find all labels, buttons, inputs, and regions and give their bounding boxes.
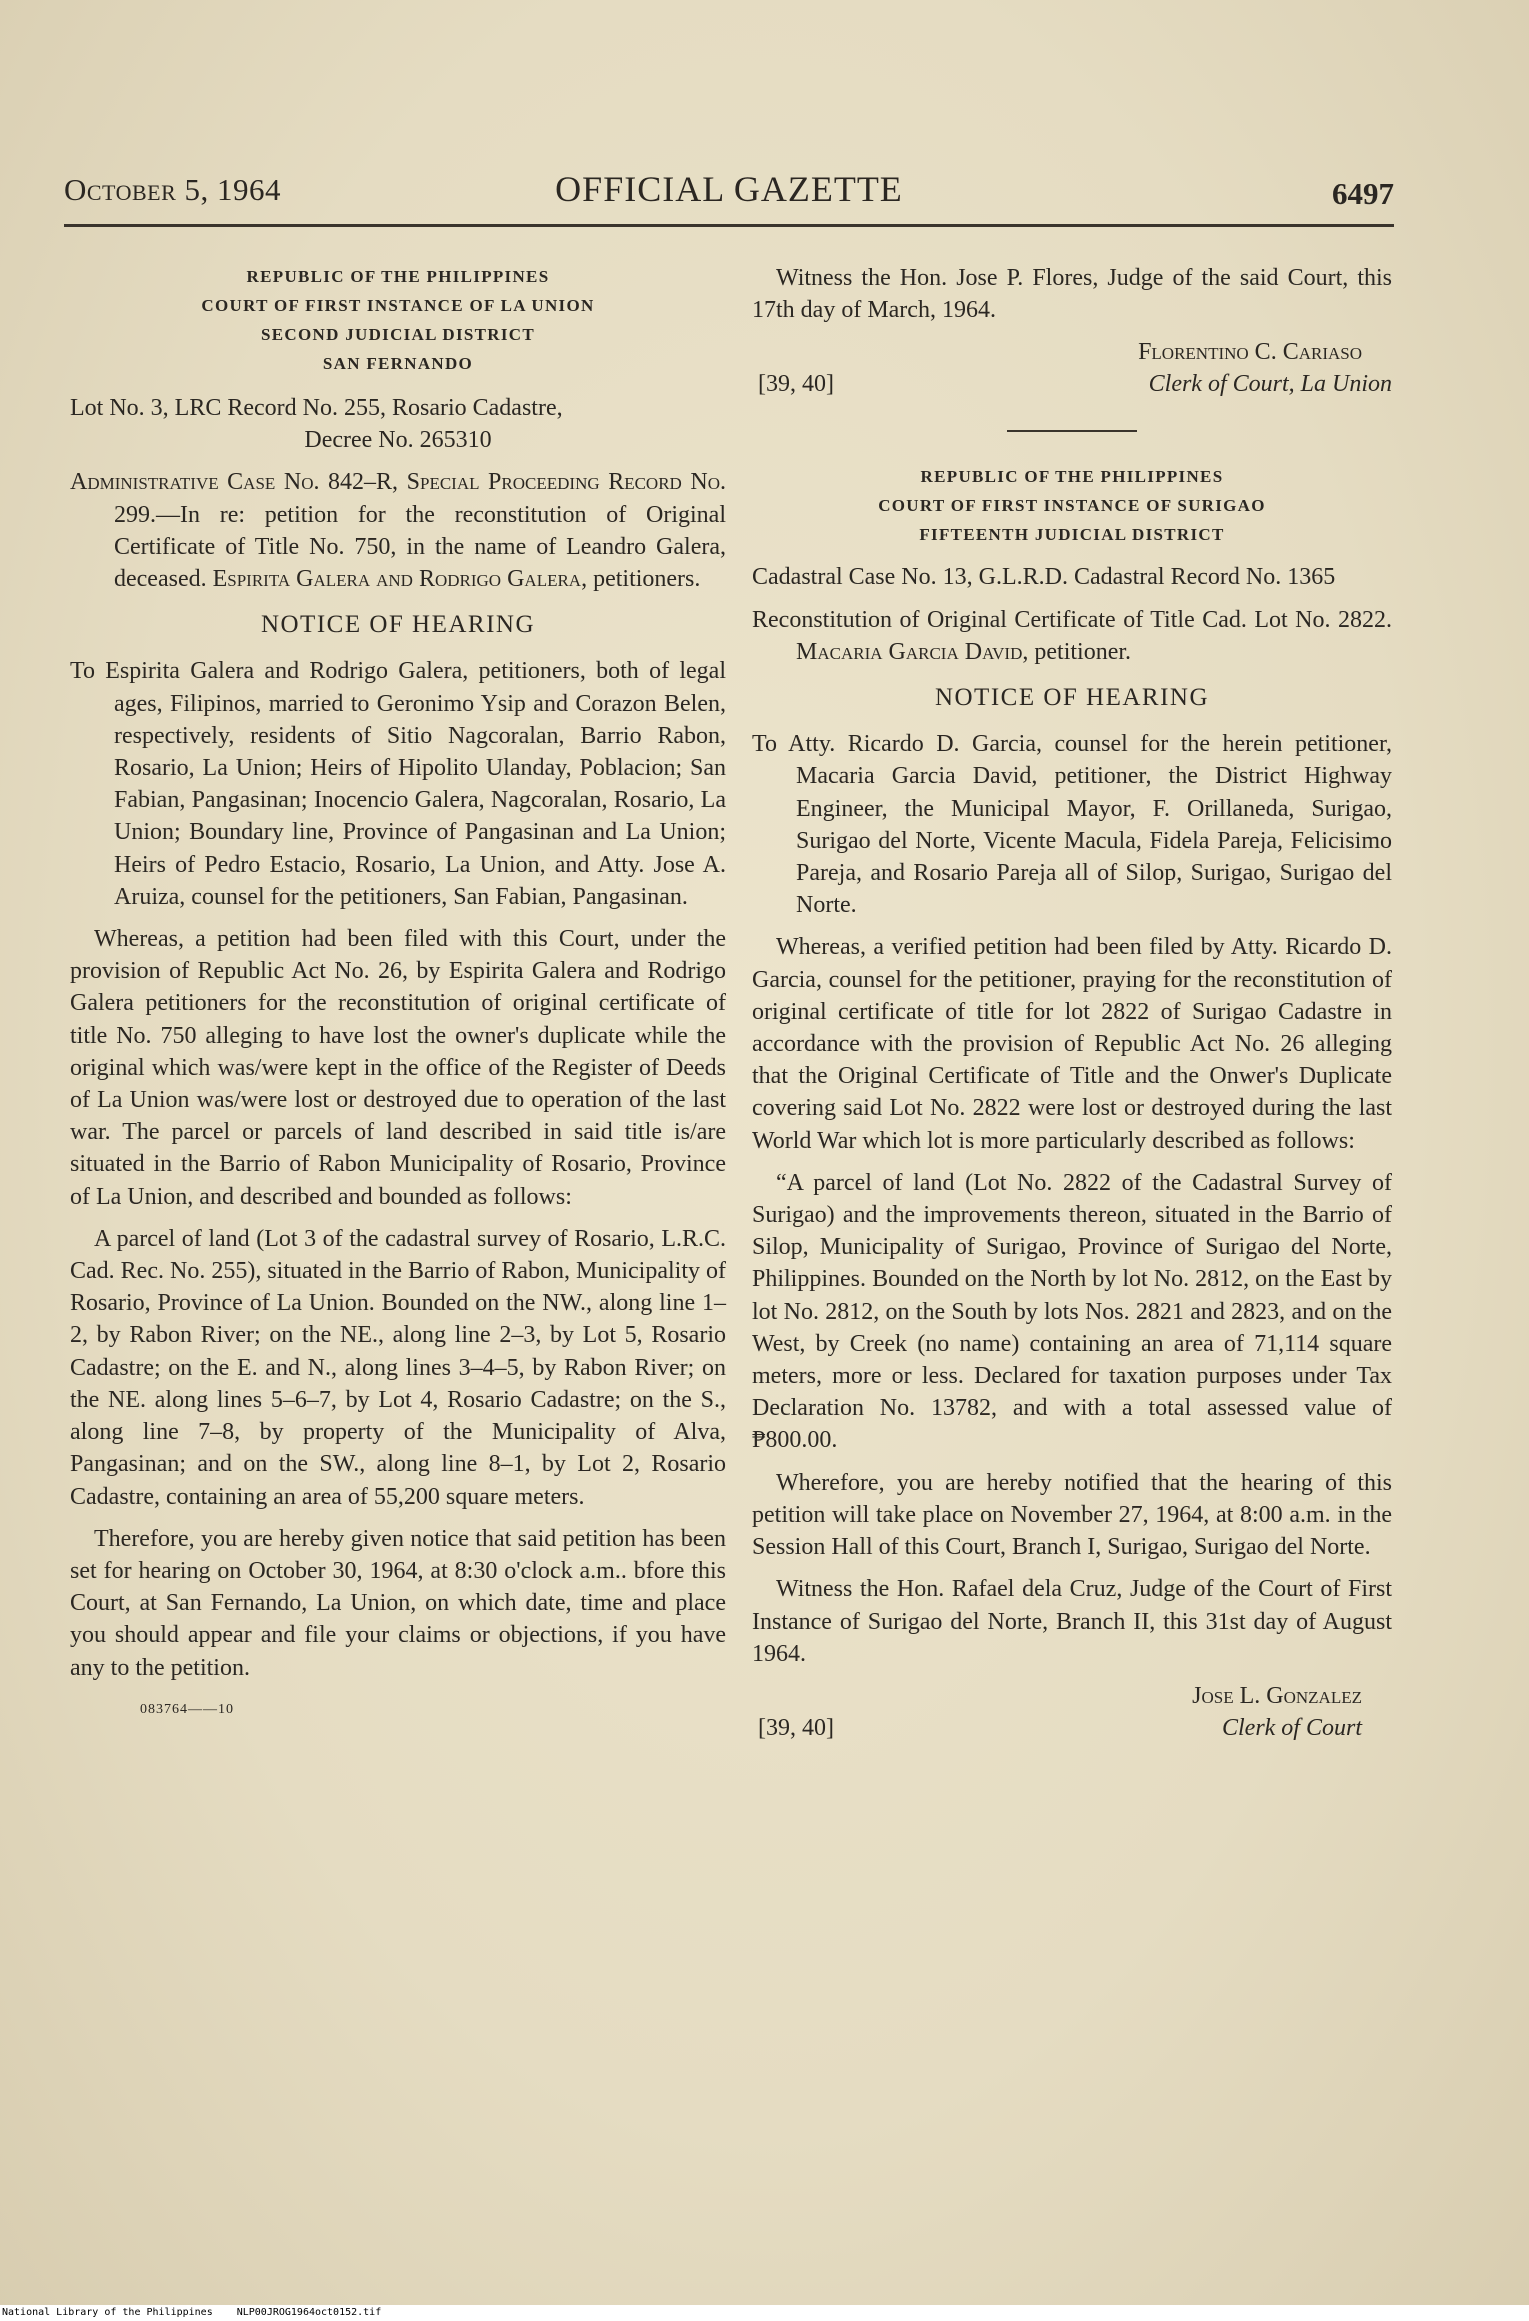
issue-reference: [39, 40] <box>758 1714 834 1741</box>
page-number: 6497 <box>1332 176 1394 211</box>
notice-heading: NOTICE OF HEARING <box>260 611 536 639</box>
issue-date: October 5, 1964 <box>64 172 282 207</box>
page-header <box>64 168 1394 228</box>
case-end: petitioners. <box>593 566 701 593</box>
caption-line: SECOND JUDICIAL DISTRICT <box>261 325 535 344</box>
reconstitution-end: petitioner. <box>1034 638 1132 665</box>
right-column <box>752 262 1392 1748</box>
caption-line: REPUBLIC OF THE PHILIPPINES <box>920 467 1224 487</box>
print-code: 083764——10 <box>140 1701 234 1717</box>
decree-line: Decree No. 265310 <box>304 427 492 454</box>
witness-paragraph: Witness the Hon. Jose P. Flores, Judge of the said Court, this 17th day of March, 1964. <box>752 265 1392 324</box>
signature-block <box>752 1680 1392 1748</box>
scan-filename: NLP00JROG1964oct0152.tif <box>236 2307 382 2318</box>
publication-title: OFFICIAL GAZETTE <box>555 169 903 209</box>
caption-line: SAN FERNANDO <box>322 354 474 373</box>
whereas-paragraph: Whereas, a verified petition had been filed by Atty. Ricardo D. Garcia, counsel for the petitioner, praying for the reconstitution of original certificate of title for lot 2822 of Surigao Cadastre in accordance with the provision of Republic Act No. 26 alleging that the Original Certificate of Title and the Onwer's Duplicate covering said Lot No. 2822 were lost or destroyed during the last World War which lot is more particularly described as follows: <box>752 934 1392 1154</box>
case-heading <box>70 466 726 595</box>
reconstitution-heading <box>752 604 1392 668</box>
lot-heading <box>70 392 726 456</box>
addressees: To Espirita Galera and Rodrigo Galera, petitioners, both of legal ages, Filipinos, married to Geronimo Ysip and Corazon Belen, respectively, residents of Sitio Nagcoralan, Barrio Rabon, Rosario, La Union; Heirs of Hipolito Ulanday, Poblacion; San Fabian, Pangasinan; Inocencio Galera, Nagcoralan, Rosario, La Union; Boundary line, Province of Pangasinan and La Union; Heirs of Pedro Estacio, Rosario, La Union, and Atty. Jose A. Aruiza, counsel for the petitioners, San Fabian, Pangasinan. <box>70 658 726 910</box>
header-rule <box>64 224 1394 227</box>
caption-line: COURT OF FIRST INSTANCE OF SURIGAO <box>878 496 1266 516</box>
cadastral-case: Cadastral Case No. 13, G.L.R.D. Cadastral Record No. 1365 <box>752 564 1336 591</box>
library-name: National Library of the Philippines <box>2 2307 213 2318</box>
notice-heading: NOTICE OF HEARING <box>934 684 1210 712</box>
caption-line: COURT OF FIRST INSTANCE OF LA UNION <box>201 296 595 315</box>
clerk-name: Jose L. Gonzalez <box>1192 1682 1362 1709</box>
reconstitution-text: Reconstitution of Original Certificate of Title Cad. Lot No. 2822. <box>752 606 1392 633</box>
land-description: A parcel of land (Lot 3 of the cadastral survey of Rosario, L.R.C. Cad. Rec. No. 255), situated in the Barrio of Rabon, Municipality of Rosario, Province of La Union. Bounded on the NW., along line 1–2, by Rabon River; on the NE., along line 2–3, by Lot 5, Rosario Cadastre; on the E. and N., along lines 3–4–5, by Rabon River; on the NE. along lines 5–6–7, by Lot 4, Rosario Cadastre; on the S., along line 7–8, by property of the Municipality of Alva, Pangasinan; and on the SW., along line 8–1, by Lot 2, Rosario Cadastre, containing an area of 55,200 square meters. <box>70 1225 726 1510</box>
scan-footer <box>0 2305 1529 2321</box>
case-number: Administrative Case No. 842–R, Special Proceeding Record No. 299. <box>70 469 726 528</box>
therefore-paragraph: Therefore, you are hereby given notice that said petition has been set for hearing on October 30, 1964, at 8:30 o'clock a.m.. bfore this Court, at San Fernando, La Union, on which date, time and place you should appear and file your claims or objections, if you have any to the petition. <box>70 1525 726 1681</box>
signature-block <box>752 336 1392 404</box>
caption-line: FIFTEENTH JUDICIAL DISTRICT <box>919 525 1225 545</box>
petitioner-name: Macaria Garcia David, <box>796 638 1029 665</box>
case-text: —In re: petition for the reconstitution of Original Certificate of Title No. 750, in the name of Leandro Galera, deceased. <box>114 501 726 593</box>
issue-reference: [39, 40] <box>758 371 834 398</box>
wherefore-paragraph: Wherefore, you are hereby notified that the hearing of this petition will take place on November 27, 1964, at 8:00 a.m. in the Session Hall of this Court, Branch I, Surigao, Surigao del Norte. <box>752 1469 1392 1561</box>
clerk-title: Clerk of Court, La Union <box>1148 371 1392 398</box>
case-petitioners: Espirita Galera and Rodrigo Galera, <box>212 566 588 593</box>
caption-line: REPUBLIC OF THE PHILIPPINES <box>246 267 550 286</box>
court-caption-la-union <box>70 262 726 378</box>
lot-line: Lot No. 3, LRC Record No. 255, Rosario Cadastre, <box>70 395 563 421</box>
witness-paragraph: Witness the Hon. Rafael dela Cruz, Judge of the Court of First Instance of Surigao del Norte, Branch II, this 31st day of August 1964. <box>752 1576 1392 1667</box>
clerk-title: Clerk of Court <box>1221 1714 1362 1741</box>
clerk-name: Florentino C. Cariaso <box>1138 339 1362 366</box>
land-description: “A parcel of land (Lot No. 2822 of the Cadastral Survey of Surigao) and the improvements thereon, situated in the Barrio of Silop, Municipality of Surigao, Province of Surigao del Norte, Philippines. Bounded on the North by lot No. 2812, on the East by lot No. 2812, on the South by lots Nos. 2821 and 2823, and on the West, by Creek (no name) containing an area of 71,114 square meters, more or less. Declared for taxation purposes under Tax Declaration No. 13782, and with a total assessed value of ₱800.00. <box>752 1169 1392 1454</box>
addressees: To Atty. Ricardo D. Garcia, counsel for the herein petitioner, Macaria Garcia David, petitioner, the District Highway Engineer, the Municipal Mayor, F. Orillaneda, Surigao, Surigao del Norte, Vicente Macula, Fidela Pareja, Felicisimo Pareja, and Rosario Pareja all of Silop, Surigao, Surigao del Norte. <box>752 731 1392 919</box>
whereas-paragraph: Whereas, a petition had been filed with this Court, under the provision of Republic Act No. 26, by Espirita Galera and Rodrigo Galera petitioners for the reconstitution of original certificate of title No. 750 alleging to have lost the owner's duplicate while the original which was/were kept in the office of the Register of Deeds of La Union was/were lost or destroyed due to operation of the last war. The parcel or parcels of land described in said title is/are situated in the Barrio of Rabon Municipality of Rosario, Province of La Union, and described and bounded as follows: <box>70 926 726 1210</box>
left-column <box>70 262 726 1726</box>
court-caption-surigao <box>752 462 1392 549</box>
section-divider <box>1007 430 1137 432</box>
